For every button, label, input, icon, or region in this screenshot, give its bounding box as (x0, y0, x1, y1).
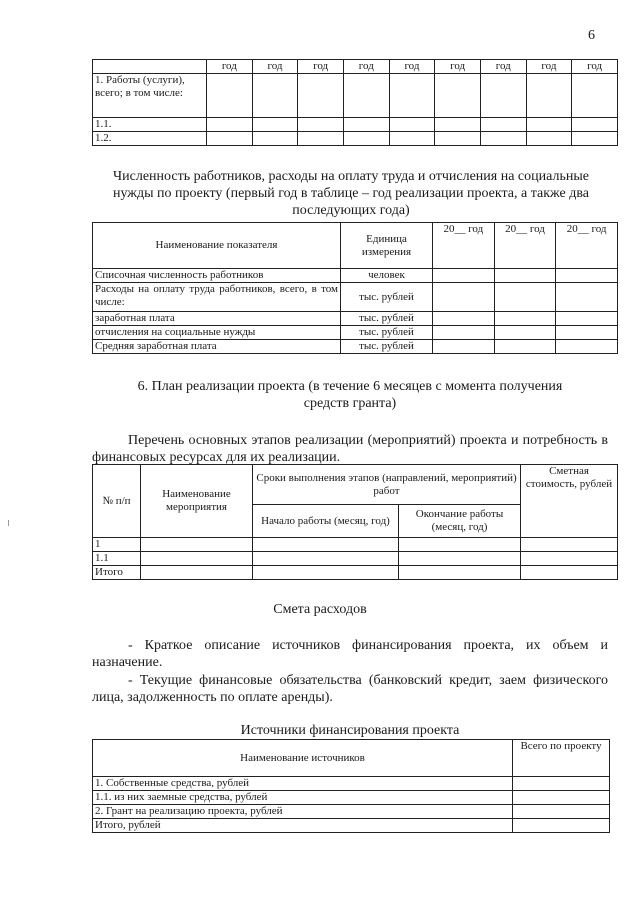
table-cell (433, 269, 495, 283)
table-cell: 2. Грант на реализацию проекта, рублей (93, 805, 513, 819)
table-cell (252, 132, 298, 146)
table-cell: тыс. рублей (341, 340, 433, 354)
stages-intro: Перечень основных этапов реализации (мероприятий) проекта и потребность в финансовых ресурсах для их реализации. (92, 433, 608, 465)
years-header-row (93, 60, 618, 74)
table-row (93, 326, 618, 340)
table-cell (572, 118, 618, 132)
year-suffix: год (591, 223, 607, 235)
years-header-cell: год (435, 60, 481, 74)
table-cell: заработная плата (93, 312, 341, 326)
table-cell (207, 132, 253, 146)
table-cell: Средняя заработная плата (93, 340, 341, 354)
table-cell (389, 118, 435, 132)
table-cell (556, 269, 618, 283)
table-row (93, 819, 610, 833)
years-header-cell: год (298, 60, 344, 74)
table-cell (556, 312, 618, 326)
table-cell: Расходы на оплату труда работников, всего, в том числе: (93, 283, 341, 312)
stages-col-num: № п/п (93, 465, 141, 538)
table-cell (513, 777, 610, 791)
table-row (93, 777, 610, 791)
years-header-cell: год (207, 60, 253, 74)
staff-heading: Численность работников, расходы на оплату труда и отчисления на социальные нужды по проекту (первый год в таблице – год реализации проекта, а также два последующих года) (112, 169, 589, 218)
table-cell (141, 566, 253, 580)
stages-col-name: Наименование мероприятия (141, 465, 253, 538)
year-prefix: 20__ (566, 223, 589, 235)
table-cell (526, 74, 572, 118)
table-cell (253, 538, 399, 552)
table-cell: отчисления на социальные нужды (93, 326, 341, 340)
table-cell (572, 74, 618, 118)
sources-col-total: Всего по проекту (513, 740, 610, 777)
table-cell (298, 74, 344, 118)
table-cell (252, 74, 298, 118)
table-cell (141, 538, 253, 552)
table-cell (513, 805, 610, 819)
years-header-cell: год (343, 60, 389, 74)
table-row (93, 312, 618, 326)
table-row (93, 566, 618, 580)
year-prefix: 20__ (505, 223, 528, 235)
years-header-cell: год (572, 60, 618, 74)
table-cell: 1 (93, 538, 141, 552)
year-suffix: год (468, 223, 484, 235)
year-prefix: 20__ (443, 223, 466, 235)
table-cell (526, 118, 572, 132)
years-header-cell: год (526, 60, 572, 74)
stages-col-terms: Сроки выполнения этапов (направлений, мероприятий) работ (253, 465, 521, 505)
table-cell (435, 74, 481, 118)
table-cell (399, 538, 521, 552)
table-cell (298, 132, 344, 146)
sources-table (92, 739, 610, 833)
table-cell: Итого, рублей (93, 819, 513, 833)
table-cell (343, 118, 389, 132)
table-cell: 1.2. (93, 132, 207, 146)
scan-mark (8, 520, 9, 526)
table-cell (521, 552, 618, 566)
table-cell (521, 538, 618, 552)
table-cell (207, 118, 253, 132)
table-cell (253, 566, 399, 580)
table-cell (433, 340, 495, 354)
sources-heading: Источники финансирования проекта (240, 723, 460, 738)
table-row (93, 283, 618, 312)
table-cell (435, 132, 481, 146)
table-row (93, 791, 610, 805)
table-row (93, 805, 610, 819)
table-cell (480, 118, 526, 132)
table-cell (556, 326, 618, 340)
staff-col-year (556, 223, 618, 269)
years-table (92, 59, 618, 146)
table-cell (253, 552, 399, 566)
table-cell (521, 566, 618, 580)
table-cell: тыс. рублей (341, 283, 433, 312)
table-cell: тыс. рублей (341, 326, 433, 340)
table-cell: тыс. рублей (341, 312, 433, 326)
plan-heading: 6. План реализации проекта (в течение 6 месяцев с момента получения средств гранта) (137, 379, 563, 411)
years-header-cell (93, 60, 207, 74)
stages-table (92, 464, 618, 580)
table-cell (480, 132, 526, 146)
table-row (93, 269, 618, 283)
year-suffix: год (529, 223, 545, 235)
table-cell (513, 819, 610, 833)
table-cell (141, 552, 253, 566)
estimate-para-sources: - Краткое описание источников финансирования проекта, их объем и назначение. (92, 638, 608, 670)
table-cell: 1.1. из них заемные средства, рублей (93, 791, 513, 805)
table-row (93, 538, 618, 552)
table-cell: человек (341, 269, 433, 283)
table-cell: Списочная численность работников (93, 269, 341, 283)
table-cell (399, 566, 521, 580)
table-cell (207, 74, 253, 118)
stages-col-cost: Сметная стоимость, рублей (521, 465, 618, 538)
table-row (93, 552, 618, 566)
sources-col-name: Наименование источников (93, 740, 513, 777)
page-number: 6 (588, 28, 595, 43)
table-row (93, 118, 618, 132)
stages-col-start: Начало работы (месяц, год) (253, 505, 399, 538)
table-cell (343, 74, 389, 118)
table-cell: 1.1 (93, 552, 141, 566)
table-cell (298, 118, 344, 132)
staff-col-unit: Единица измерения (341, 223, 433, 269)
years-header-cell: год (389, 60, 435, 74)
table-cell (513, 791, 610, 805)
table-row (93, 132, 618, 146)
table-row (93, 340, 618, 354)
table-cell (389, 74, 435, 118)
table-cell: 1. Собственные средства, рублей (93, 777, 513, 791)
staff-header-row (93, 223, 618, 269)
staff-col-year (494, 223, 556, 269)
table-row (93, 74, 618, 118)
estimate-heading: Смета расходов (273, 602, 367, 617)
table-cell (399, 552, 521, 566)
table-cell (252, 118, 298, 132)
table-cell (494, 326, 556, 340)
staff-col-name: Наименование показателя (93, 223, 341, 269)
years-header-cell: год (480, 60, 526, 74)
years-header-cell: год (252, 60, 298, 74)
table-cell (389, 132, 435, 146)
table-cell (433, 312, 495, 326)
table-cell (494, 283, 556, 312)
table-cell (343, 132, 389, 146)
table-cell (526, 132, 572, 146)
sources-header-row (93, 740, 610, 777)
stages-header-row (93, 465, 618, 505)
table-cell (494, 312, 556, 326)
table-cell (572, 132, 618, 146)
table-cell: 1. Работы (услуги), всего; в том числе: (93, 74, 207, 118)
table-cell: 1.1. (93, 118, 207, 132)
table-cell (556, 340, 618, 354)
staff-col-year (433, 223, 495, 269)
staff-table (92, 222, 618, 354)
table-cell: Итого (93, 566, 141, 580)
table-cell (433, 283, 495, 312)
table-cell (435, 118, 481, 132)
table-cell (494, 340, 556, 354)
stages-col-end: Окончание работы (месяц, год) (399, 505, 521, 538)
estimate-para-obligations: - Текущие финансовые обязательства (банковский кредит, заем физического лица, задолженность по оплате аренды). (92, 673, 608, 705)
table-cell (556, 283, 618, 312)
table-cell (433, 326, 495, 340)
table-cell (494, 269, 556, 283)
table-cell (480, 74, 526, 118)
